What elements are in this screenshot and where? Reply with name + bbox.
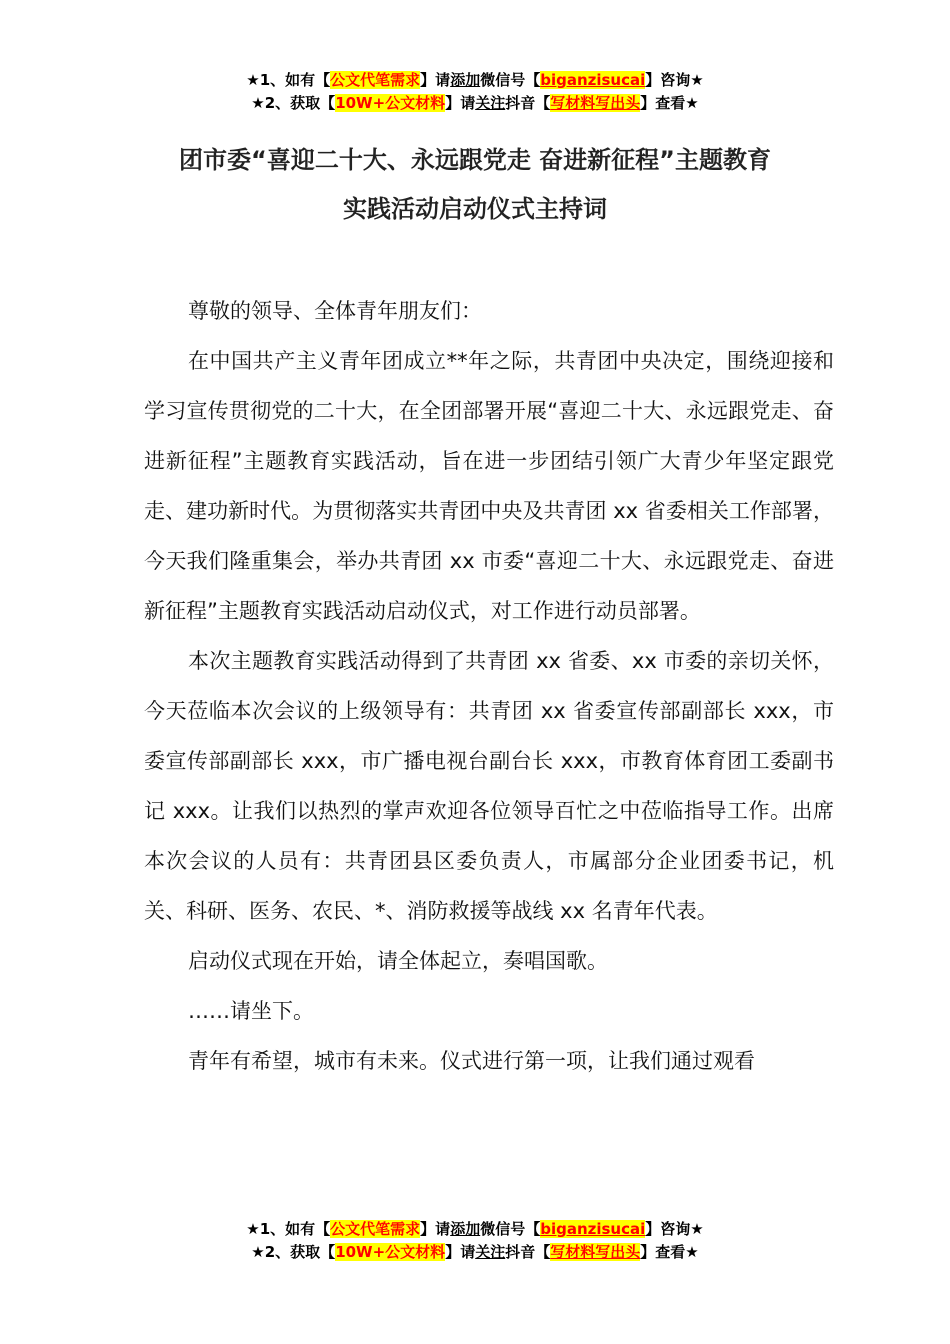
- promo-underlined: 添加: [450, 71, 481, 89]
- promo-highlight: 10W+公文材料: [335, 1243, 446, 1261]
- promo-text: 】查看★: [640, 94, 699, 112]
- promo-line-1: [0, 69, 950, 92]
- promo-text: 抖音【: [505, 94, 551, 112]
- body-paragraph: 本次主题教育实践活动得到了共青团 xx 省委、xx 市委的亲切关怀，今天莅临本次会议的上级领导有：共青团 xx 省委宣传部副部长 xxx，市委宣传部副部长 xxx，市广播电视台副台长 xxx，市教育体育团工委副书记 xxx。让我们以热烈的掌声欢迎各位领导百忙之中莅临指导工作。出席本次会议的人员有：共青团县区委负责人，市属部分企业团委书记，机关、科研、医务、农民、*、消防救援等战线 xx 名青年代表。: [144, 649, 834, 923]
- promo-text: 】咨询★: [645, 1220, 704, 1238]
- promo-footer: [0, 1218, 950, 1264]
- promo-text: 】查看★: [640, 1243, 699, 1261]
- promo-douyin-id: 写材料写出头: [550, 94, 641, 112]
- promo-header: [0, 69, 950, 115]
- promo-highlight: 公文代笔需求: [330, 71, 421, 89]
- promo-underlined: 关注: [475, 1243, 506, 1261]
- promo-wechat-id: biganzisucai: [540, 1220, 646, 1238]
- promo-underlined: 添加: [450, 1220, 481, 1238]
- promo-line-2: [0, 1241, 950, 1264]
- promo-text: ★1、如有【: [246, 71, 331, 89]
- promo-highlight: 10W+公文材料: [335, 94, 446, 112]
- promo-text: 】请: [420, 1220, 451, 1238]
- promo-underlined: 关注: [475, 94, 506, 112]
- promo-text: 】咨询★: [645, 71, 704, 89]
- promo-text: 微信号【: [480, 1220, 541, 1238]
- promo-text: 微信号【: [480, 71, 541, 89]
- document-title-line-2: 实践活动启动仪式主持词: [343, 195, 607, 223]
- promo-text: ★2、获取【: [251, 94, 336, 112]
- promo-text: 抖音【: [505, 1243, 551, 1261]
- promo-line-2: [0, 92, 950, 115]
- promo-douyin-id: 写材料写出头: [550, 1243, 641, 1261]
- document-title-line-1: 团市委“喜迎二十大、永远跟党走 奋进新征程”主题教育: [179, 146, 771, 174]
- promo-text: ★2、获取【: [251, 1243, 336, 1261]
- promo-line-1: [0, 1218, 950, 1241]
- body-paragraph: 在中国共产主义青年团成立**年之际，共青团中央决定，围绕迎接和学习宣传贯彻党的二十大，在全团部署开展“喜迎二十大、永远跟党走、奋进新征程”主题教育实践活动，旨在进一步团结引领广大青少年坚定跟党走、建功新时代。为贯彻落实共青团中央及共青团 xx 省委相关工作部署，今天我们隆重集会，举办共青团 xx 市委“喜迎二十大、永远跟党走、奋进新征程”主题教育实践活动启动仪式，对工作进行动员部署。: [144, 349, 834, 623]
- promo-text: ★1、如有【: [246, 1220, 331, 1238]
- body-paragraph: 青年有希望，城市有未来。仪式进行第一项，让我们通过观看: [188, 1049, 755, 1073]
- salutation-paragraph: 尊敬的领导、全体青年朋友们：: [188, 299, 482, 323]
- promo-text: 】请: [445, 94, 476, 112]
- document-body: [144, 286, 834, 1086]
- promo-highlight: 公文代笔需求: [330, 1220, 421, 1238]
- promo-wechat-id: biganzisucai: [540, 71, 646, 89]
- body-paragraph: 启动仪式现在开始，请全体起立，奏唱国歌。: [188, 949, 608, 973]
- promo-text: 】请: [420, 71, 451, 89]
- body-paragraph: ……请坐下。: [188, 999, 314, 1023]
- promo-text: 】请: [445, 1243, 476, 1261]
